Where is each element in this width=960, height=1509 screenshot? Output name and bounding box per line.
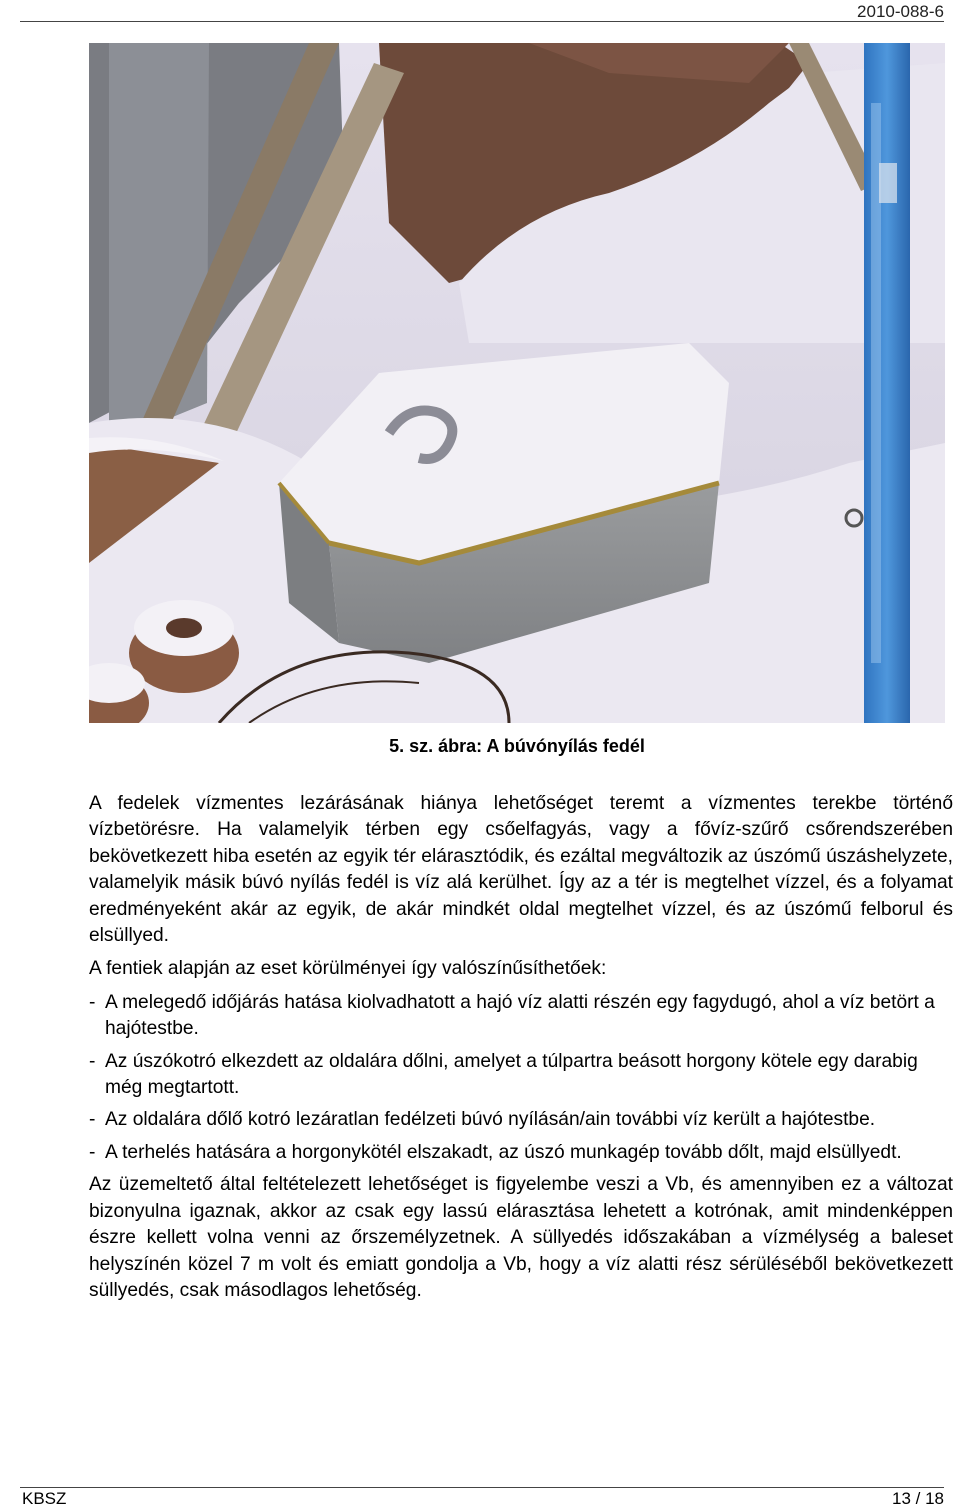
bullet-dash: - <box>89 1109 96 1131</box>
list-item-text: Az úszókotró elkezdett az oldalára dőlni, amelyet a túlpartra beásott horgony kötele egy darabig még megtartott. <box>105 1050 918 1099</box>
header-rule <box>20 21 944 22</box>
list-item-text: Az oldalára dőlő kotró lezáratlan fedélzeti búvó nyílásán/ain további víz került a hajótestbe. <box>105 1109 876 1131</box>
page-number: 13 / 18 <box>892 1489 944 1508</box>
doc-id: 2010-088-6 <box>857 2 944 21</box>
bullet-dash: - <box>89 1141 96 1163</box>
list-item-text: A melegedő időjárás hatása kiolvadhatott a hajó víz alatti részén egy fagydugó, ahol a víz betört a hajótestbe. <box>105 991 935 1040</box>
paragraph-1: A fedelek vízmentes lezárásának hiánya lehetőséget teremt a vízmentes terekbe történő vízbetörésre. Ha valamelyik térben egy csőelfagyás, vagy a fővíz-szűrő csőrendszerében bekövetkezett hiba esetén az egyik tér elárasztódik, és ezáltal megváltozik az úszómű úszáshelyzete, valamelyik másik búvó nyílás fedél is víz alá kerülhet. Így az a tér is megtelhet vízzel, és a folyamat eredményeként akár az egyik, de akár mindkét oldal megtelhet vízzel, és az úszómű felborul és elsüllyed. <box>89 793 953 947</box>
closing-paragraph: Az üzemeltető által feltételezett lehetőséget is figyelembe veszi a Vb, és amennyiben ez a változat bizonyulna igaznak, akkor az csak egy lassú elárasztása lehetett a kotrónak, amit mindenképpen észre kellett volna venni az őrszemélyzetnek. A süllyedés időszakában a vízmélység a baleset helyszínén közel 7 m volt és emiatt gondolja a Vb, hogy a víz alatti rész sérüléséből bekövetkezett süllyedés, csak másodlagos lehetőség. <box>89 1174 953 1301</box>
list-item-text: A terhelés hatására a horgonykötél elszakadt, az úszó munkagép tovább dőlt, majd elsüllyedt. <box>105 1141 902 1163</box>
list-item <box>89 1107 953 1133</box>
bullet-dash: - <box>89 1050 96 1072</box>
footer-org: KBSZ <box>22 1489 67 1508</box>
list-item <box>89 990 953 1043</box>
list-item <box>89 1049 953 1102</box>
paragraph-2: A fentiek alapján az eset körülményei így valószínűsíthetőek: <box>89 958 607 980</box>
bullet-list <box>89 990 953 1166</box>
bullet-dash: - <box>89 991 96 1013</box>
list-item <box>89 1140 953 1166</box>
figure-caption: 5. sz. ábra: A búvónyílás fedél <box>389 736 645 756</box>
hatch-photo <box>89 43 945 723</box>
footer-rule <box>20 1487 944 1488</box>
body-text <box>89 791 953 1304</box>
